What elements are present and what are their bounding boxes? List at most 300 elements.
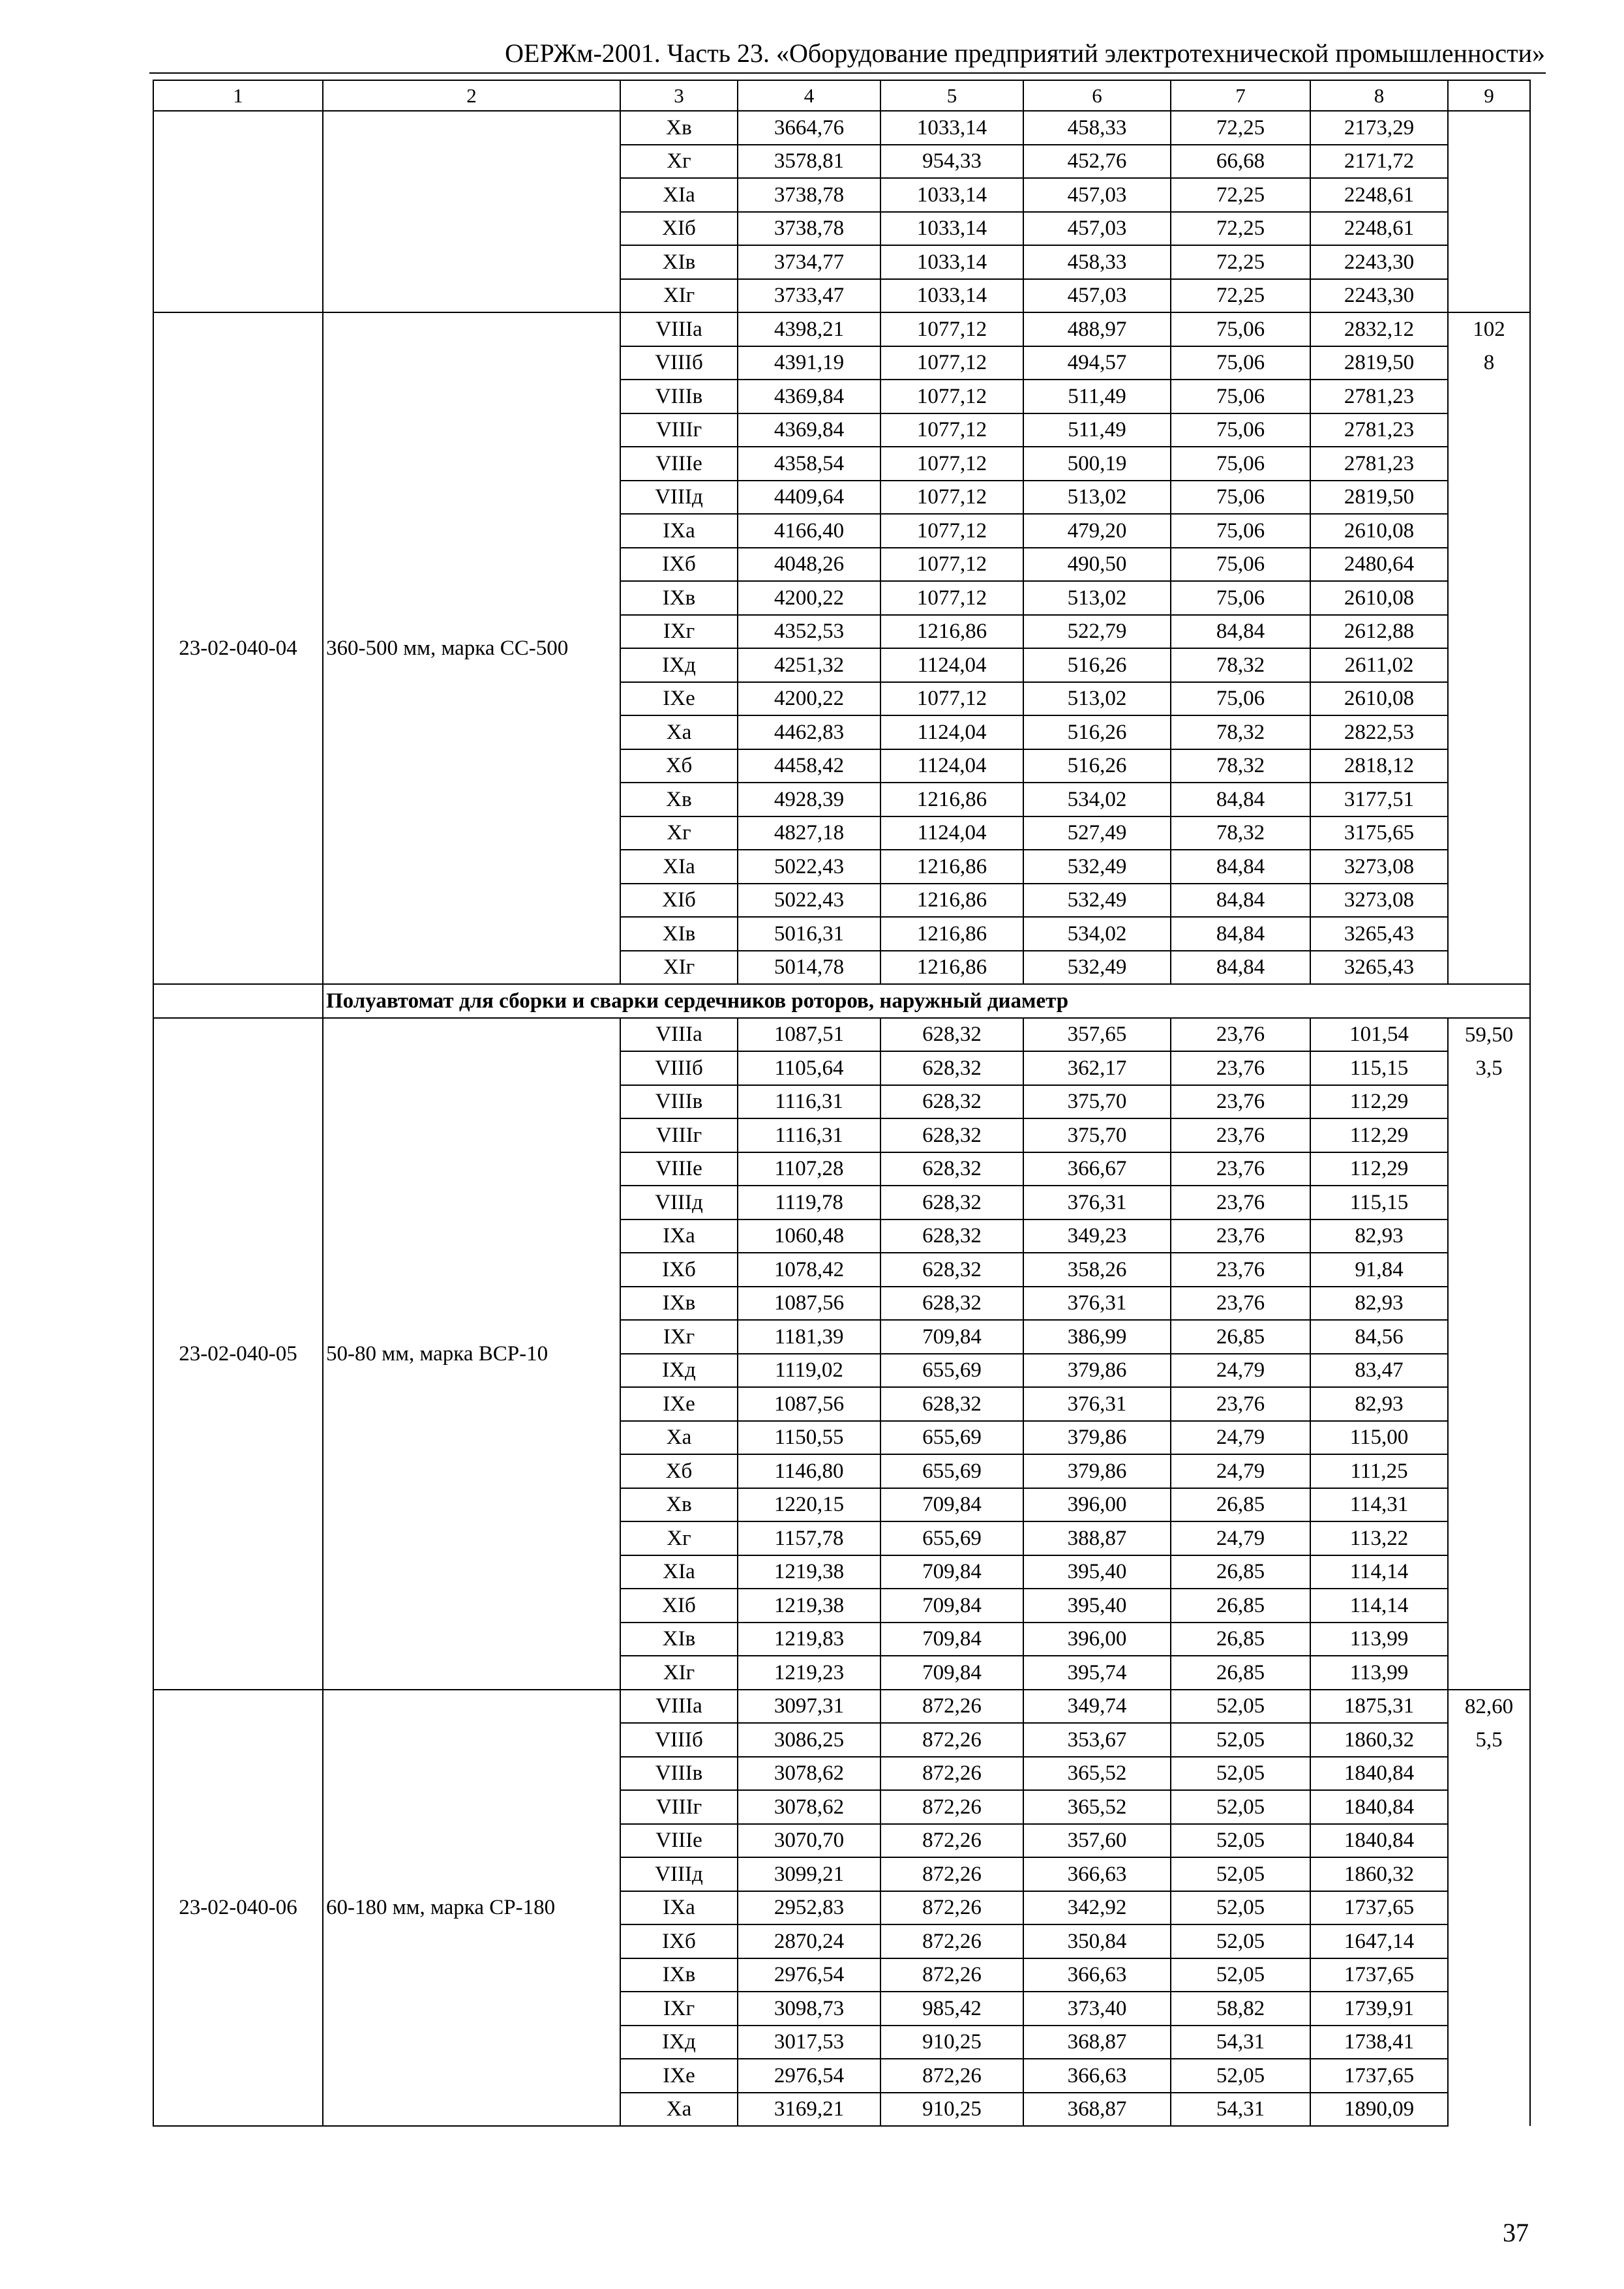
value-col8: 111,25 xyxy=(1310,1454,1448,1488)
region-class: VIIIб xyxy=(620,346,738,380)
region-class: VIIIд xyxy=(620,481,738,515)
value-col5: 872,26 xyxy=(880,2059,1023,2093)
value-col7: 52,05 xyxy=(1171,1958,1310,1992)
value-col9-bottom: 8 xyxy=(1448,346,1530,380)
region-class: IXб xyxy=(620,548,738,582)
value-col8: 115,15 xyxy=(1310,1051,1448,1085)
value-col4: 4409,64 xyxy=(738,481,880,515)
value-col9-empty xyxy=(1448,514,1530,548)
value-col9-empty xyxy=(1448,447,1530,481)
value-col8: 1739,91 xyxy=(1310,1992,1448,2026)
value-col6: 376,31 xyxy=(1023,1287,1171,1321)
value-col5: 1216,86 xyxy=(880,783,1023,816)
value-col4: 1150,55 xyxy=(738,1421,880,1455)
value-col9-empty xyxy=(1448,1857,1530,1891)
rates-table-container xyxy=(153,80,1529,2127)
region-class: IXв xyxy=(620,1287,738,1321)
value-col9-empty xyxy=(1448,1656,1530,1690)
value-col4: 2952,83 xyxy=(738,1891,880,1925)
value-col4: 4166,40 xyxy=(738,514,880,548)
item-name: 360-500 мм, марка СС-500 xyxy=(323,312,620,984)
value-col7: 23,76 xyxy=(1171,1287,1310,1321)
region-class: VIIIв xyxy=(620,380,738,413)
value-col6: 395,40 xyxy=(1023,1555,1171,1589)
value-col8: 2781,23 xyxy=(1310,413,1448,447)
value-col8: 1737,65 xyxy=(1310,1958,1448,1992)
value-col7: 52,05 xyxy=(1171,1891,1310,1925)
value-col8: 112,29 xyxy=(1310,1152,1448,1186)
value-col7: 75,06 xyxy=(1171,548,1310,582)
value-col8: 1840,84 xyxy=(1310,1790,1448,1824)
value-col8: 2610,08 xyxy=(1310,581,1448,615)
value-col9-empty xyxy=(1448,145,1530,179)
item-code: 23-02-040-06 xyxy=(153,1690,323,2127)
value-col5: 709,84 xyxy=(880,1320,1023,1354)
value-col9-empty xyxy=(1448,178,1530,212)
value-col7: 23,76 xyxy=(1171,1152,1310,1186)
region-class: XIа xyxy=(620,1555,738,1589)
value-col9-top: 59,50 xyxy=(1448,1018,1530,1052)
value-col6: 342,92 xyxy=(1023,1891,1171,1925)
value-col8: 2832,12 xyxy=(1310,312,1448,346)
value-col7: 75,06 xyxy=(1171,312,1310,346)
value-col8: 2248,61 xyxy=(1310,178,1448,212)
value-col4: 3097,31 xyxy=(738,1690,880,1724)
value-col7: 78,32 xyxy=(1171,715,1310,749)
value-col5: 1124,04 xyxy=(880,648,1023,682)
region-class: Xа xyxy=(620,715,738,749)
page-number: 37 xyxy=(1503,2218,1529,2247)
value-col4: 3070,70 xyxy=(738,1824,880,1858)
value-col4: 4200,22 xyxy=(738,581,880,615)
header-rule xyxy=(149,72,1546,74)
value-col5: 1077,12 xyxy=(880,548,1023,582)
value-col8: 2781,23 xyxy=(1310,380,1448,413)
value-col7: 23,76 xyxy=(1171,1387,1310,1421)
value-col7: 26,85 xyxy=(1171,1320,1310,1354)
value-col5: 1216,86 xyxy=(880,951,1023,985)
value-col4: 4391,19 xyxy=(738,346,880,380)
value-col6: 349,74 xyxy=(1023,1690,1171,1724)
region-class: IXд xyxy=(620,648,738,682)
value-col8: 2171,72 xyxy=(1310,145,1448,179)
value-col6: 366,67 xyxy=(1023,1152,1171,1186)
value-col6: 511,49 xyxy=(1023,380,1171,413)
rates-table xyxy=(153,80,1531,2127)
value-col9-empty xyxy=(1448,2093,1530,2127)
column-number: 4 xyxy=(738,80,880,111)
value-col8: 1875,31 xyxy=(1310,1690,1448,1724)
value-col7: 23,76 xyxy=(1171,1085,1310,1119)
value-col4: 1146,80 xyxy=(738,1454,880,1488)
value-col9-empty xyxy=(1448,1421,1530,1455)
value-col7: 23,76 xyxy=(1171,1186,1310,1219)
value-col9-empty xyxy=(1448,1555,1530,1589)
column-number: 2 xyxy=(323,80,620,111)
table-row xyxy=(153,1018,1530,1052)
running-header: ОЕРЖм-2001. Часть 23. «Оборудование предприятий электротехнической промышленности» xyxy=(505,38,1545,68)
region-class: VIIIд xyxy=(620,1857,738,1891)
table-row xyxy=(153,1690,1530,1724)
value-col6: 396,00 xyxy=(1023,1623,1171,1656)
value-col7: 66,68 xyxy=(1171,145,1310,179)
region-class: IXг xyxy=(620,615,738,649)
value-col5: 709,84 xyxy=(880,1555,1023,1589)
value-col9-empty xyxy=(1448,1790,1530,1824)
region-class: VIIIа xyxy=(620,312,738,346)
region-class: Xб xyxy=(620,749,738,783)
value-col5: 628,32 xyxy=(880,1018,1023,1052)
value-col9-empty xyxy=(1448,1958,1530,1992)
value-col9-empty xyxy=(1448,1219,1530,1253)
region-class: Xг xyxy=(620,816,738,850)
value-col6: 357,60 xyxy=(1023,1824,1171,1858)
value-col8: 91,84 xyxy=(1310,1253,1448,1287)
value-col4: 3017,53 xyxy=(738,2026,880,2059)
value-col4: 1078,42 xyxy=(738,1253,880,1287)
value-col4: 5022,43 xyxy=(738,884,880,918)
value-col6: 379,86 xyxy=(1023,1421,1171,1455)
value-col4: 3086,25 xyxy=(738,1723,880,1757)
value-col8: 2610,08 xyxy=(1310,682,1448,716)
value-col5: 1216,86 xyxy=(880,615,1023,649)
value-col4: 2976,54 xyxy=(738,1958,880,1992)
value-col5: 1077,12 xyxy=(880,514,1023,548)
value-col8: 2243,30 xyxy=(1310,245,1448,279)
value-col9-empty xyxy=(1448,1992,1530,2026)
table-row xyxy=(153,111,1530,145)
value-col6: 513,02 xyxy=(1023,682,1171,716)
value-col7: 23,76 xyxy=(1171,1018,1310,1052)
value-col6: 479,20 xyxy=(1023,514,1171,548)
value-col6: 516,26 xyxy=(1023,715,1171,749)
value-col7: 75,06 xyxy=(1171,413,1310,447)
value-col5: 872,26 xyxy=(880,1891,1023,1925)
value-col5: 910,25 xyxy=(880,2026,1023,2059)
value-col7: 75,06 xyxy=(1171,447,1310,481)
item-code: 23-02-040-05 xyxy=(153,1018,323,1690)
value-col4: 1087,51 xyxy=(738,1018,880,1052)
item-code xyxy=(153,111,323,312)
value-col9-empty xyxy=(1448,1454,1530,1488)
value-col8: 115,00 xyxy=(1310,1421,1448,1455)
value-col6: 365,52 xyxy=(1023,1790,1171,1824)
value-col9-empty xyxy=(1448,1186,1530,1219)
value-col4: 4352,53 xyxy=(738,615,880,649)
value-col5: 1033,14 xyxy=(880,178,1023,212)
value-col9-empty xyxy=(1448,1152,1530,1186)
value-col9-empty xyxy=(1448,1757,1530,1791)
value-col8: 2243,30 xyxy=(1310,279,1448,313)
value-col6: 395,40 xyxy=(1023,1589,1171,1623)
value-col9-empty xyxy=(1448,481,1530,515)
section-title: Полуавтомат для сборки и сварки сердечников роторов, наружный диаметр xyxy=(323,984,1530,1018)
value-col6: 513,02 xyxy=(1023,581,1171,615)
value-col8: 83,47 xyxy=(1310,1354,1448,1388)
region-class: XIб xyxy=(620,884,738,918)
region-class: IXа xyxy=(620,1219,738,1253)
value-col7: 75,06 xyxy=(1171,481,1310,515)
value-col6: 457,03 xyxy=(1023,178,1171,212)
value-col8: 113,22 xyxy=(1310,1521,1448,1555)
value-col4: 4369,84 xyxy=(738,413,880,447)
value-col5: 872,26 xyxy=(880,1757,1023,1791)
value-col9-bottom: 5,5 xyxy=(1448,1723,1530,1757)
section-spacer xyxy=(153,984,323,1018)
value-col7: 75,06 xyxy=(1171,380,1310,413)
region-class: Xа xyxy=(620,2093,738,2127)
column-number: 5 xyxy=(880,80,1023,111)
value-col4: 1119,78 xyxy=(738,1186,880,1219)
value-col6: 516,26 xyxy=(1023,749,1171,783)
value-col6: 368,87 xyxy=(1023,2026,1171,2059)
value-col8: 1737,65 xyxy=(1310,2059,1448,2093)
value-col5: 1033,14 xyxy=(880,212,1023,246)
value-col5: 1033,14 xyxy=(880,279,1023,313)
value-col5: 1077,12 xyxy=(880,312,1023,346)
value-col6: 368,87 xyxy=(1023,2093,1171,2127)
value-col6: 522,79 xyxy=(1023,615,1171,649)
region-class: VIIIб xyxy=(620,1051,738,1085)
value-col5: 655,69 xyxy=(880,1354,1023,1388)
region-class: VIIIв xyxy=(620,1085,738,1119)
value-col9-empty xyxy=(1448,951,1530,985)
value-col8: 112,29 xyxy=(1310,1085,1448,1119)
value-col7: 72,25 xyxy=(1171,279,1310,313)
value-col7: 72,25 xyxy=(1171,212,1310,246)
value-col8: 2612,88 xyxy=(1310,615,1448,649)
value-col5: 872,26 xyxy=(880,1857,1023,1891)
value-col6: 366,63 xyxy=(1023,2059,1171,2093)
value-col8: 1737,65 xyxy=(1310,1891,1448,1925)
value-col7: 24,79 xyxy=(1171,1521,1310,1555)
value-col7: 23,76 xyxy=(1171,1118,1310,1152)
value-col6: 373,40 xyxy=(1023,1992,1171,2026)
value-col8: 3273,08 xyxy=(1310,850,1448,884)
value-col6: 395,74 xyxy=(1023,1656,1171,1690)
value-col4: 3664,76 xyxy=(738,111,880,145)
value-col5: 1216,86 xyxy=(880,917,1023,951)
value-col4: 5016,31 xyxy=(738,917,880,951)
value-col4: 4048,26 xyxy=(738,548,880,582)
value-col4: 3578,81 xyxy=(738,145,880,179)
value-col5: 872,26 xyxy=(880,1790,1023,1824)
region-class: VIIIе xyxy=(620,1152,738,1186)
value-col8: 2822,53 xyxy=(1310,715,1448,749)
value-col9-empty xyxy=(1448,1488,1530,1522)
value-col9-empty xyxy=(1448,1589,1530,1623)
value-col8: 3273,08 xyxy=(1310,884,1448,918)
value-col6: 365,52 xyxy=(1023,1757,1171,1791)
value-col8: 1738,41 xyxy=(1310,2026,1448,2059)
region-class: VIIIв xyxy=(620,1757,738,1791)
region-class: IXв xyxy=(620,1958,738,1992)
value-col6: 375,70 xyxy=(1023,1118,1171,1152)
value-col5: 872,26 xyxy=(880,1958,1023,1992)
value-col8: 2611,02 xyxy=(1310,648,1448,682)
value-col5: 910,25 xyxy=(880,2093,1023,2127)
value-col8: 113,99 xyxy=(1310,1623,1448,1656)
value-col8: 3177,51 xyxy=(1310,783,1448,816)
value-col6: 379,86 xyxy=(1023,1454,1171,1488)
region-class: Xг xyxy=(620,1521,738,1555)
value-col6: 490,50 xyxy=(1023,548,1171,582)
value-col6: 532,49 xyxy=(1023,951,1171,985)
value-col9-empty xyxy=(1448,380,1530,413)
value-col7: 26,85 xyxy=(1171,1589,1310,1623)
value-col9-empty xyxy=(1448,783,1530,816)
value-col8: 3265,43 xyxy=(1310,951,1448,985)
value-col4: 1116,31 xyxy=(738,1118,880,1152)
value-col9-empty xyxy=(1448,1118,1530,1152)
value-col8: 2781,23 xyxy=(1310,447,1448,481)
value-col7: 52,05 xyxy=(1171,2059,1310,2093)
value-col9-empty xyxy=(1448,581,1530,615)
value-col6: 532,49 xyxy=(1023,850,1171,884)
value-col4: 3099,21 xyxy=(738,1857,880,1891)
value-col8: 2248,61 xyxy=(1310,212,1448,246)
value-col9-empty xyxy=(1448,884,1530,918)
region-class: XIб xyxy=(620,212,738,246)
value-col7: 23,76 xyxy=(1171,1253,1310,1287)
value-col6: 388,87 xyxy=(1023,1521,1171,1555)
region-class: VIIIг xyxy=(620,1790,738,1824)
region-class: IXд xyxy=(620,2026,738,2059)
value-col7: 84,84 xyxy=(1171,783,1310,816)
value-col6: 353,67 xyxy=(1023,1723,1171,1757)
region-class: VIIIд xyxy=(620,1186,738,1219)
value-col4: 4827,18 xyxy=(738,816,880,850)
value-col9-empty xyxy=(1448,1287,1530,1321)
region-class: IXд xyxy=(620,1354,738,1388)
column-number: 7 xyxy=(1171,80,1310,111)
value-col4: 1219,38 xyxy=(738,1589,880,1623)
value-col9-empty xyxy=(1448,1354,1530,1388)
value-col6: 349,23 xyxy=(1023,1219,1171,1253)
value-col5: 1077,12 xyxy=(880,481,1023,515)
value-col9-empty xyxy=(1448,749,1530,783)
value-col8: 82,93 xyxy=(1310,1287,1448,1321)
value-col4: 3738,78 xyxy=(738,178,880,212)
value-col6: 532,49 xyxy=(1023,884,1171,918)
value-col7: 84,84 xyxy=(1171,884,1310,918)
value-col5: 872,26 xyxy=(880,1824,1023,1858)
region-class: VIIIе xyxy=(620,447,738,481)
value-col6: 511,49 xyxy=(1023,413,1171,447)
value-col9-top: 82,60 xyxy=(1448,1690,1530,1724)
value-col4: 1219,23 xyxy=(738,1656,880,1690)
value-col8: 114,31 xyxy=(1310,1488,1448,1522)
value-col8: 1647,14 xyxy=(1310,1924,1448,1958)
value-col7: 84,84 xyxy=(1171,850,1310,884)
value-col8: 101,54 xyxy=(1310,1018,1448,1052)
value-col5: 628,32 xyxy=(880,1051,1023,1085)
value-col7: 26,85 xyxy=(1171,1656,1310,1690)
value-col6: 357,65 xyxy=(1023,1018,1171,1052)
value-col9-empty xyxy=(1448,1085,1530,1119)
value-col6: 396,00 xyxy=(1023,1488,1171,1522)
value-col9-bottom: 3,5 xyxy=(1448,1051,1530,1085)
region-class: IXв xyxy=(620,581,738,615)
value-col5: 628,32 xyxy=(880,1118,1023,1152)
value-col7: 24,79 xyxy=(1171,1454,1310,1488)
value-col5: 709,84 xyxy=(880,1488,1023,1522)
value-col4: 5022,43 xyxy=(738,850,880,884)
value-col5: 655,69 xyxy=(880,1521,1023,1555)
value-col5: 628,32 xyxy=(880,1152,1023,1186)
region-class: Xб xyxy=(620,1454,738,1488)
value-col9-empty xyxy=(1448,1521,1530,1555)
value-col6: 534,02 xyxy=(1023,917,1171,951)
region-class: Xв xyxy=(620,783,738,816)
region-class: XIг xyxy=(620,279,738,313)
value-col8: 1860,32 xyxy=(1310,1857,1448,1891)
value-col4: 3078,62 xyxy=(738,1757,880,1791)
value-col6: 452,76 xyxy=(1023,145,1171,179)
value-col5: 1124,04 xyxy=(880,816,1023,850)
value-col7: 52,05 xyxy=(1171,1824,1310,1858)
item-name: 50-80 мм, марка ВСР-10 xyxy=(323,1018,620,1690)
value-col7: 24,79 xyxy=(1171,1421,1310,1455)
value-col5: 1077,12 xyxy=(880,682,1023,716)
value-col8: 2819,50 xyxy=(1310,346,1448,380)
value-col4: 1087,56 xyxy=(738,1287,880,1321)
value-col9-empty xyxy=(1448,1824,1530,1858)
value-col8: 1840,84 xyxy=(1310,1824,1448,1858)
region-class: XIв xyxy=(620,917,738,951)
value-col8: 114,14 xyxy=(1310,1589,1448,1623)
value-col8: 2818,12 xyxy=(1310,749,1448,783)
table-row xyxy=(153,312,1530,346)
value-col8: 1860,32 xyxy=(1310,1723,1448,1757)
value-col5: 655,69 xyxy=(880,1421,1023,1455)
value-col5: 1077,12 xyxy=(880,581,1023,615)
item-name: 60-180 мм, марка СР-180 xyxy=(323,1690,620,2127)
value-col4: 1219,38 xyxy=(738,1555,880,1589)
value-col7: 75,06 xyxy=(1171,514,1310,548)
value-col8: 113,99 xyxy=(1310,1656,1448,1690)
value-col4: 1219,83 xyxy=(738,1623,880,1656)
region-class: Xа xyxy=(620,1421,738,1455)
value-col5: 1124,04 xyxy=(880,749,1023,783)
region-class: Xв xyxy=(620,111,738,145)
value-col7: 26,85 xyxy=(1171,1488,1310,1522)
value-col8: 2610,08 xyxy=(1310,514,1448,548)
value-col9-empty xyxy=(1448,1891,1530,1925)
value-col5: 954,33 xyxy=(880,145,1023,179)
item-name xyxy=(323,111,620,312)
value-col5: 872,26 xyxy=(880,1924,1023,1958)
value-col5: 1077,12 xyxy=(880,380,1023,413)
value-col4: 4462,83 xyxy=(738,715,880,749)
region-class: XIг xyxy=(620,1656,738,1690)
value-col9-top: 102 xyxy=(1448,312,1530,346)
value-col6: 457,03 xyxy=(1023,212,1171,246)
value-col4: 3098,73 xyxy=(738,1992,880,2026)
value-col8: 82,93 xyxy=(1310,1219,1448,1253)
value-col6: 534,02 xyxy=(1023,783,1171,816)
value-col7: 54,31 xyxy=(1171,2093,1310,2127)
value-col5: 872,26 xyxy=(880,1690,1023,1724)
value-col9-empty xyxy=(1448,2026,1530,2059)
region-class: VIIIб xyxy=(620,1723,738,1757)
value-col5: 628,32 xyxy=(880,1085,1023,1119)
value-col7: 78,32 xyxy=(1171,749,1310,783)
item-code: 23-02-040-04 xyxy=(153,312,323,984)
value-col6: 500,19 xyxy=(1023,447,1171,481)
value-col6: 375,70 xyxy=(1023,1085,1171,1119)
value-col8: 2480,64 xyxy=(1310,548,1448,582)
